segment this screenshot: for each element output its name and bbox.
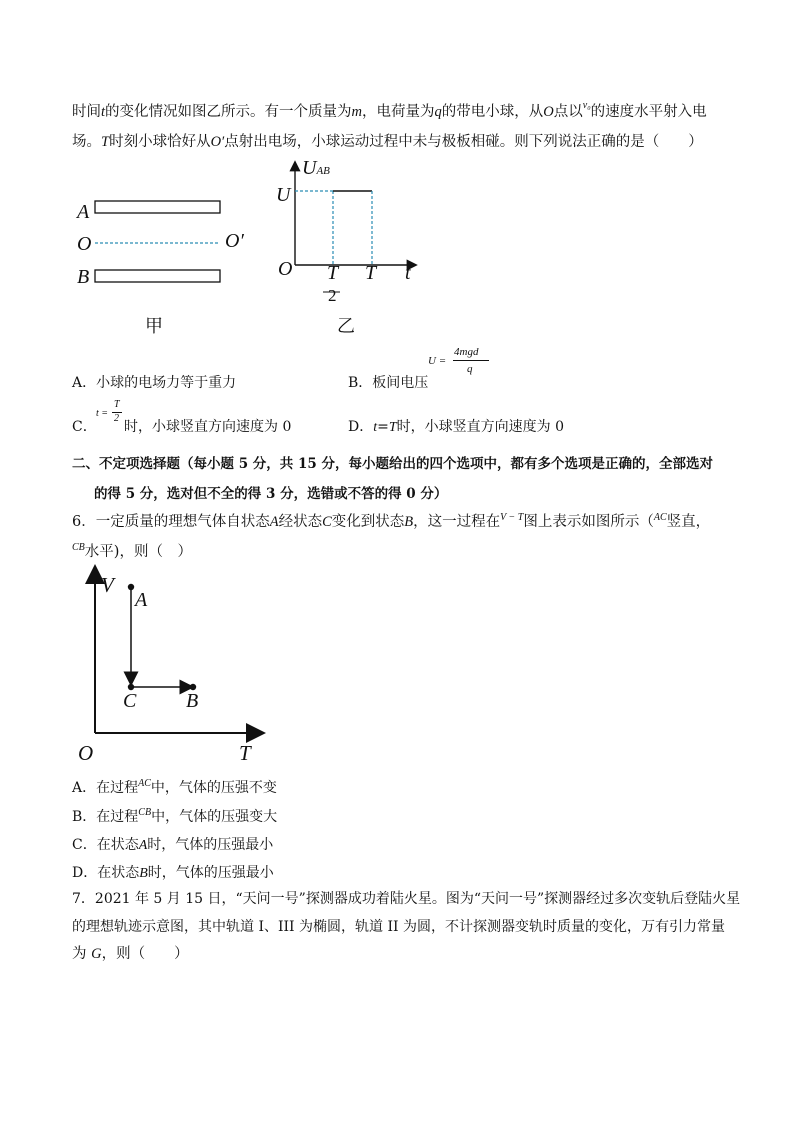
yi-axis-x-label: t [405, 262, 411, 284]
q5-option-c-prefix: C． [72, 419, 97, 435]
yi-axis-y-label: UAB [302, 157, 330, 179]
q5-option-a: A．小球的电场力等于重力 [72, 375, 237, 391]
plate-b [95, 270, 220, 282]
q7-stem-line-1: 7．2021 年 5 月 15 日，“天问一号”探测器成功着陆火星。图为“天问一号”探测器经过多次变轨后登陆火星 [72, 891, 741, 907]
vt-axis-v-label: V [101, 573, 114, 597]
label-o: O [77, 233, 92, 255]
q6-stem-line-1: 6．一定质量的理想气体自状态A经状态C变化到状态B，这一过程在$^{V - T}$图上表示如图所示（$^{AC}$竖直， [72, 512, 711, 530]
yi-period-label: T [365, 262, 377, 284]
q5-option-c: 时，小球竖直方向速度为 0 [124, 419, 292, 435]
vt-axis-t-label: T [239, 741, 251, 765]
q6-stem-line-2: $^{CB}$水平)，则（ ） [72, 542, 192, 560]
q5-stem-line-1: 时间t的变化情况如图乙所示。有一个质量为m，电荷量为q的带电小球，从O点以$^{v_0}$的速度水平射入电 [72, 100, 707, 120]
section-2-heading-line-2: 的得 5 分，选对但不全的得 3 分，选错或不答的得 0 分） [94, 486, 448, 502]
yi-half-period-den: 2 [328, 286, 337, 305]
label-o-prime: O′ [225, 230, 244, 252]
q5-option-d: D．t=T时，小球竖直方向速度为 0 [348, 419, 565, 435]
q6-option-c: C．在状态A时，气体的压强最小 [72, 837, 274, 853]
vt-label-c: C [123, 690, 137, 712]
vt-label-a: A [135, 589, 148, 611]
q5-option-b: B．板间电压 [348, 375, 429, 391]
yi-u-value-label: U [276, 184, 291, 206]
vt-origin-label: O [78, 741, 94, 765]
yi-half-period-num: T [327, 262, 339, 284]
plate-a [95, 201, 220, 213]
section-2-heading: 二、不定项选择题（每小题 5 分，共 15 分，每小题给出的四个选项中，都有多个选项是正确的，全部选对 [72, 456, 713, 472]
q5-stem-line-2: 场。T时刻小球恰好从O′点射出电场，小球运动过程中未与极板相碰。则下列说法正确的是（ ） [72, 134, 703, 150]
vt-label-b: B [186, 690, 199, 712]
q6-option-a: A．在过程$^{AC}$中，气体的压强不变 [72, 778, 277, 796]
q7-stem-line-2: 的理想轨迹示意图，其中轨道 I、III 为椭圆，轨道 II 为圆，不计探测器变轨时质量的变化，万有引力常量 [72, 919, 725, 935]
caption-yi: 乙 [337, 316, 355, 337]
q7-stem-line-3: 为 G，则（ ） [72, 946, 189, 962]
label-plate-b: B [77, 266, 90, 288]
figure-jia [70, 190, 260, 340]
q6-option-d: D．在状态B时，气体的压强最小 [72, 865, 274, 881]
label-plate-a: A [77, 201, 90, 223]
point-a [128, 584, 134, 590]
yi-origin-label: O [278, 258, 293, 280]
caption-jia: 甲 [145, 316, 163, 337]
q6-option-b: B．在过程$^{CB}$中，气体的压强变大 [72, 807, 278, 825]
